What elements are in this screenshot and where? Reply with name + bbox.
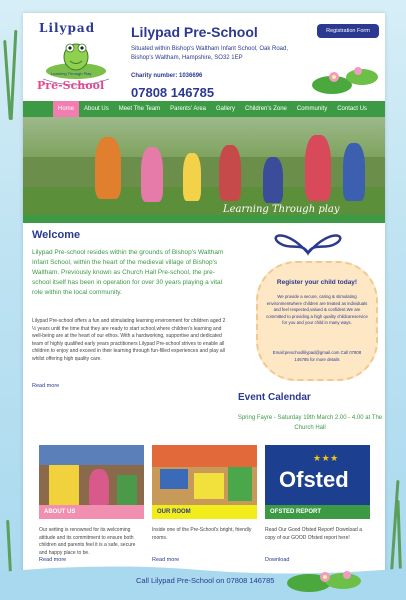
lily-pad-decoration — [285, 565, 365, 595]
registration-form-button[interactable]: Registration Form — [317, 24, 379, 38]
register-contact: Email:preschoollilypad@gmail.com Call 07808 146785 for more details — [272, 350, 362, 362]
welcome-lead: Lilypad Pre-school resides within the grounds of Bishop's Waltham Infant School, within the heart of the medieval village of Bishop's Waltham. Previously known as Church Hall Pre-school, the pre-school itself has been in operation for over 30 years playing a vital role within the local community. — [32, 249, 224, 296]
register-title: Register your child today! — [276, 279, 358, 286]
child-figure — [305, 135, 331, 201]
about-us-title[interactable]: ABOUT US — [39, 505, 144, 519]
ribbon-bow-icon — [263, 221, 353, 257]
ofsted-report-title[interactable]: OFSTED REPORT — [265, 505, 370, 519]
welcome-body: Lilypad Pre-school offers a fun and stimulating learning environment for children aged 2 ½ years until the time that they are ready to start school,where children's learning and well-being are at the heart of our ethos. With a hardworking, supportive and dedicated team of highly qualified early years practitioners Lilypad Pre-school strives to enable all children to enjoy and exceed in their learning through fun-filled experiences and play all whilst offering high quality care. — [32, 318, 226, 362]
nav-item-community[interactable]: Community — [296, 106, 328, 112]
ofsted-logo-image[interactable] — [265, 445, 370, 505]
school-address: Situated within Bishop's Waltham Infant School, Oak Road, Bishop's Waltham, Hampshire, SO32 1EP — [131, 46, 289, 61]
header-phone[interactable]: 07808 146785 — [131, 85, 215, 100]
nav-item-contact-us[interactable]: Contact Us — [337, 106, 367, 112]
child-figure — [183, 153, 201, 201]
charity-number: Charity number: 1036696 — [131, 73, 203, 79]
welcome-heading: Welcome — [32, 229, 81, 241]
nav-item-meet-the-team[interactable]: Meet The Team — [118, 106, 161, 112]
logo-text-top: Lilypad — [39, 21, 96, 35]
our-room-read-more-link[interactable]: Read more — [152, 557, 180, 563]
school-name: Lilypad Pre-School — [131, 24, 258, 40]
reed-decoration — [10, 30, 18, 120]
hero-caption: Learning Through play — [223, 204, 340, 215]
lily-pad-decoration — [310, 59, 380, 99]
child-figure — [343, 143, 365, 201]
child-figure — [95, 137, 121, 199]
ofsted-stars-icon: ★ ★ ★ — [313, 453, 338, 463]
nav-item-childrens-zone[interactable]: Children's Zone — [245, 106, 287, 112]
ofsted-download-link[interactable]: Download — [265, 557, 290, 563]
logo-text-bottom: Pre-School — [37, 79, 105, 92]
register-text: We provide a secure, caring & stimulating environmentwhere children are treated as individuals and feel respected,valued & confident.We are committed to providing a high quality childcareservice for you and your child in many ways. — [266, 294, 368, 325]
our-room-text: Inside one of the Pre-School's bright, friendly rooms. — [152, 527, 252, 541]
event-item: Spring Fayre - Saturday 19th March 2.00 - 4.00 at The Church Hall — [237, 415, 383, 431]
child-figure — [263, 157, 283, 203]
logo-tagline: Learning Through Play — [51, 71, 92, 76]
welcome-read-more-link[interactable]: Read more — [32, 383, 60, 389]
our-room-photo[interactable] — [152, 445, 257, 505]
about-us-photo[interactable] — [39, 445, 144, 505]
event-calendar-heading: Event Calendar — [238, 392, 311, 403]
register-tag[interactable] — [256, 261, 378, 381]
nav-item-about-us[interactable]: About Us — [84, 106, 109, 112]
nav-item-gallery[interactable]: Gallery — [216, 106, 236, 112]
main-nav — [23, 101, 385, 117]
ofsted-wordmark: Ofsted — [279, 467, 349, 492]
child-figure — [219, 145, 241, 201]
footer-call-text[interactable]: Call Lilypad Pre-School on 07808 146785 — [136, 576, 275, 585]
hero-banner — [23, 117, 385, 223]
nav-item-home[interactable]: Home — [53, 101, 79, 117]
nav-item-parents-area[interactable]: Parents' Area — [170, 106, 207, 112]
child-figure — [141, 147, 163, 202]
hero-photo-trees — [23, 117, 385, 157]
our-room-title[interactable]: OUR ROOM — [152, 505, 257, 519]
page-container — [23, 13, 385, 585]
ofsted-report-text: Read Our Good Ofsted Report! Download a copy of our GOOD Ofsted report here! — [265, 527, 362, 541]
about-us-read-more-link[interactable]: Read more — [39, 557, 67, 563]
about-us-text: Our setting is renowned for its welcoming attitude and its commitment to ensure both children and parents feel it is a safe, secure and happy place to be. — [39, 527, 136, 556]
